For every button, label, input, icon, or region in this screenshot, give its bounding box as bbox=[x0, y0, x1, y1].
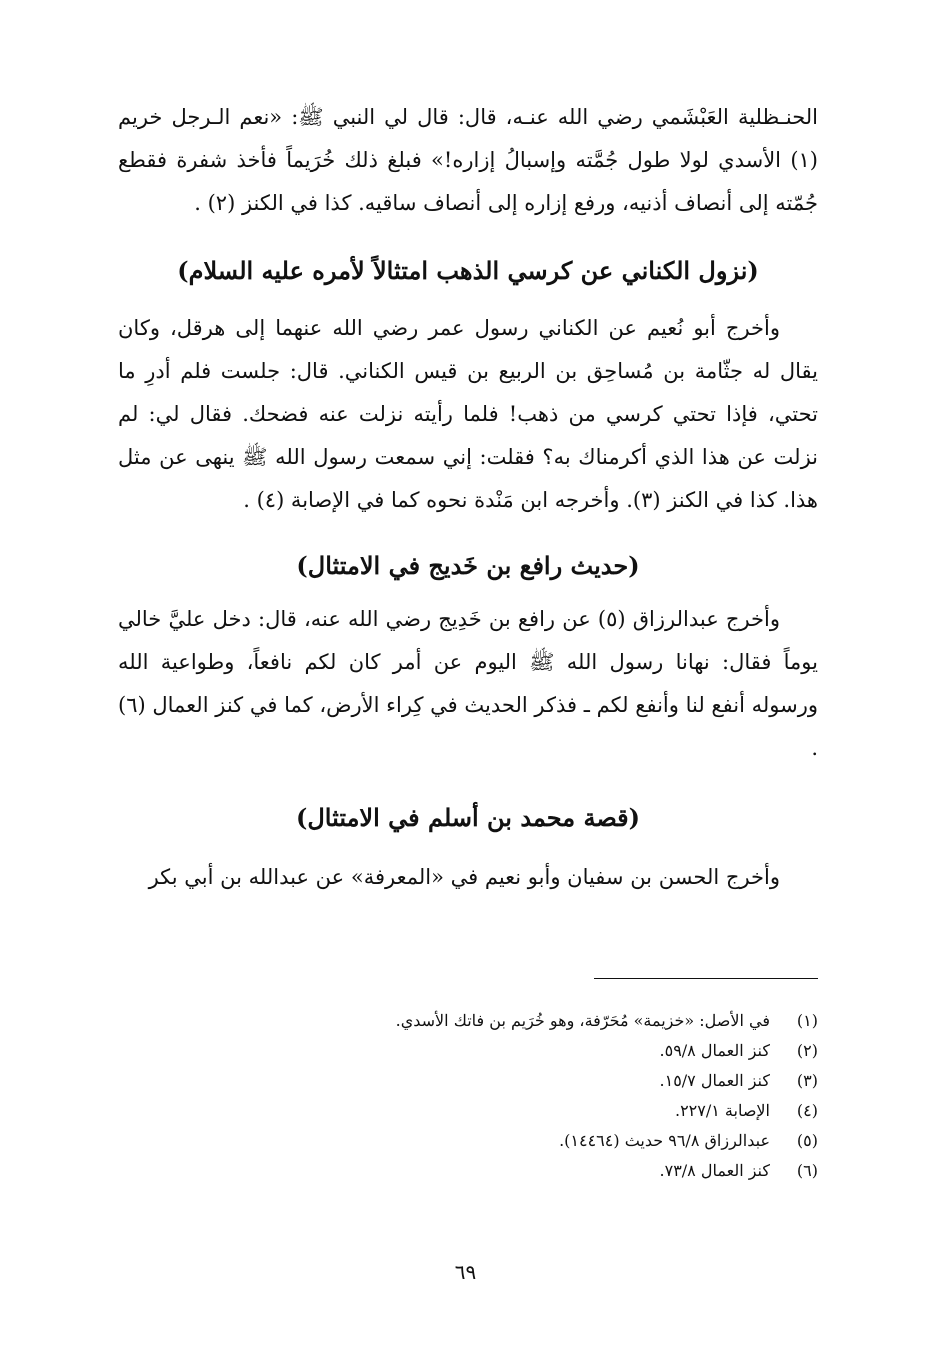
footnote-item bbox=[118, 1066, 818, 1096]
section-heading-kinani: (نزول الكناني عن كرسي الذهب امتثالاً لأمره عليه السلام) bbox=[177, 256, 759, 285]
paragraph-1: الحنـظلية العَبْشَمي رضي الله عنـه، قال: قال لي النبي ﷺ: «نعم الـرجل خريم (١) الأسدي لولا طول جُمَّته وإسبالُ إزاره!» فبلغ ذلك خُرَيماً فأخذ شفرة فقطع جُمّته إلى أنصاف أذنيه، ورفع إزاره إلى أنصاف ساقيه. كذا في الكنز (٢) . bbox=[118, 105, 818, 215]
footnote-separator bbox=[594, 978, 818, 979]
footnote-number: (٥) bbox=[796, 1131, 818, 1150]
footnote-text: كنز العمال ١٥/٧. bbox=[659, 1071, 770, 1090]
footnote-text: في الأصل: «خزيمة» مُحَرّفة، وهو خُرَيم بن فاتك الأسدي. bbox=[395, 1011, 770, 1030]
footnote-text: كنز العمال ٥٩/٨. bbox=[659, 1041, 770, 1060]
section-heading-muhammad: (قصة محمد بن أسلم في الامتثال) bbox=[295, 803, 641, 832]
footnote-text: كنز العمال ٧٣/٨. bbox=[659, 1161, 770, 1180]
footnote-text: الإصابة ٢٢٧/١. bbox=[674, 1101, 770, 1120]
footnote-number: (٣) bbox=[796, 1071, 818, 1090]
paragraph-4: وأخرج الحسن بن سفيان وأبو نعيم في «المعرفة» عن عبدالله بن أبي بكر bbox=[148, 865, 780, 889]
page-body bbox=[118, 96, 818, 899]
footnote-item bbox=[118, 1006, 818, 1036]
paragraph-3: وأخرج عبدالرزاق (٥) عن رافع بن خَدِيج رضي الله عنه، قال: دخل عليَّ خالي يوماً فقال: نهانا رسول الله ﷺ اليوم عن أمر كان لكم نافعاً، وطواعية الله ورسوله أنفع لنا وأنفع لكم ـ فذكر الحديث في كِراء الأرض، كما في كنز العمال (٦) . bbox=[118, 607, 818, 760]
footnote-number: (٤) bbox=[796, 1101, 818, 1120]
footnote-number: (٦) bbox=[796, 1161, 818, 1180]
footnote-number: (٢) bbox=[796, 1041, 818, 1060]
footnote-number: (١) bbox=[796, 1011, 818, 1030]
footnotes-list bbox=[118, 1006, 818, 1186]
page-number: ٦٩ bbox=[454, 1260, 477, 1284]
section-heading-rafi: (حديث رافع بن خَديج في الامتثال) bbox=[296, 551, 640, 580]
footnote-item bbox=[118, 1096, 818, 1126]
footnote-text: عبدالرزاق ٩٦/٨ حديث (١٤٤٦٤). bbox=[559, 1131, 770, 1150]
paragraph-2: وأخرج أبو نُعيم عن الكناني رسول عمر رضي الله عنهما إلى هرقل، وكان يقال له جثّامة بن مُساحِق بن الربيع بن قيس الكناني. قال: جلست فلم أدرِ ما تحتي، فإذا تحتي كرسي من ذهب! فلما رأيته نزلت عنه فضحك. فقال لي: لم نزلت عن هذا الذي أكرمناك به؟ فقلت: إني سمعت رسول الله ﷺ ينهى عن مثل هذا. كذا في الكنز (٣). وأخرجه ابن مَنْدة نحوه كما في الإصابة (٤) . bbox=[118, 316, 818, 512]
footnote-item bbox=[118, 1036, 818, 1066]
footnote-item bbox=[118, 1126, 818, 1156]
footnote-item bbox=[118, 1156, 818, 1186]
